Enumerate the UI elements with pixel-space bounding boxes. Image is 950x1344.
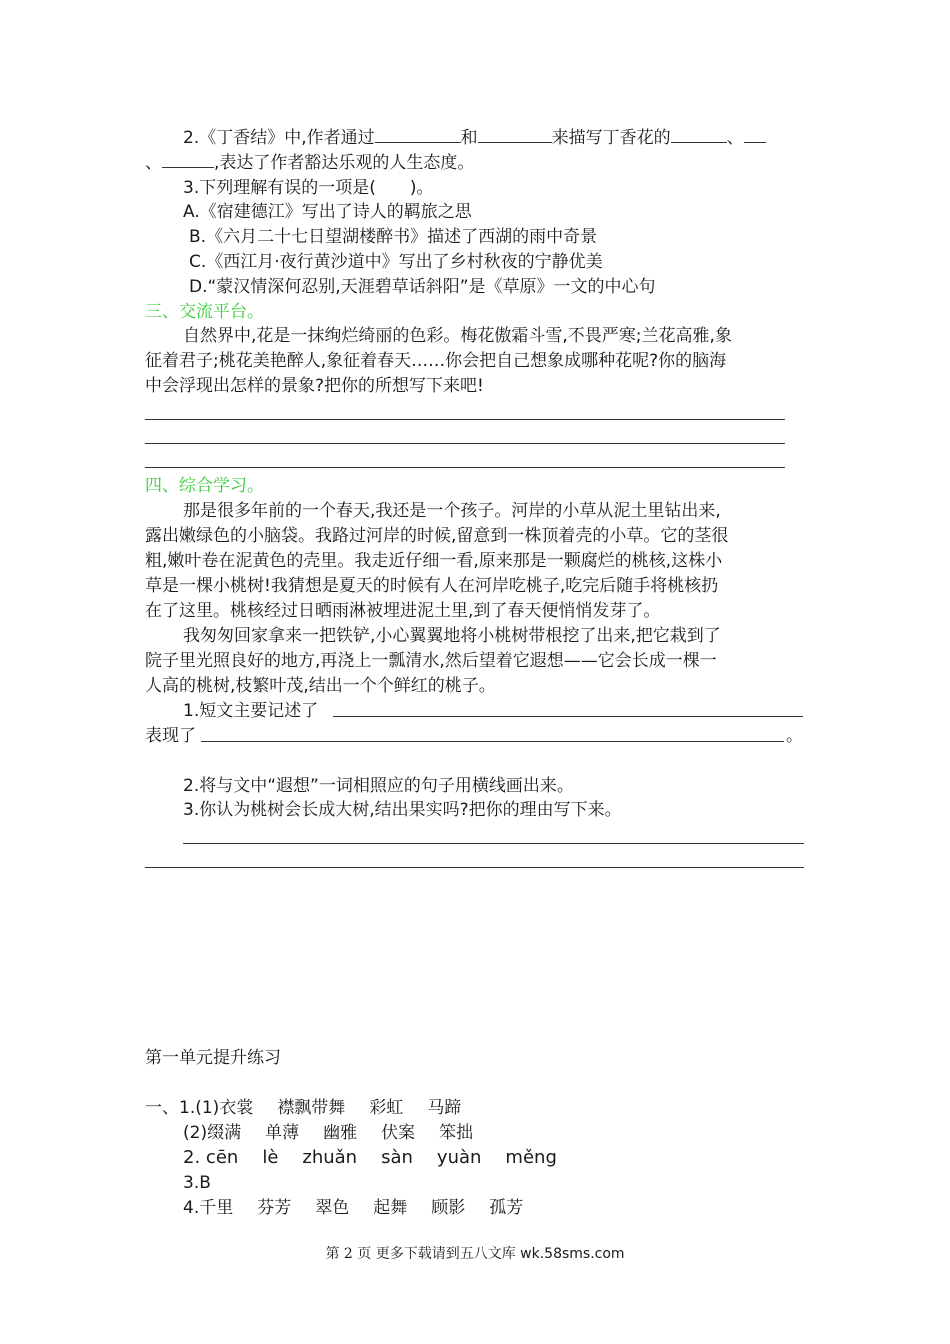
- answer-line: [145, 467, 785, 468]
- section-4-q2: 2.将与文中“遐想”一词相照应的句子用横线画出来。: [183, 776, 574, 796]
- section-4-q1-cont: 表现了: [145, 726, 196, 746]
- option-b: B.《六月二十七日望湖楼醉书》描述了西湖的雨中奇景: [189, 227, 598, 247]
- question-3-stem: 3.下列理解有误的一项是( )。: [183, 178, 434, 198]
- blank: [162, 151, 214, 168]
- answer-line: [145, 867, 804, 868]
- passage-line: 人高的桃树,枝繁叶茂,结出一个个鲜红的桃子。: [145, 676, 496, 696]
- answer-1: 一、1.(1)衣裳 襟飘带舞 彩虹 马蹄: [145, 1098, 462, 1118]
- footer-link[interactable]: wk.58sms.com: [520, 1246, 625, 1262]
- section-3-line-3: 中会浮现出怎样的景象?把你的所想写下来吧!: [145, 376, 484, 396]
- answer-2: (2)缀满 单薄 幽雅 伏案 笨拙: [183, 1123, 474, 1143]
- answer-line: [183, 843, 804, 844]
- passage-line: 草是一棵小桃树!我猜想是夏天的时候有人在河岸吃桃子,吃完后随手将桃核扔: [145, 576, 719, 596]
- passage-line: 在了这里。桃核经过日晒雨淋被埋进泥土里,到了春天便悄悄发芽了。: [145, 601, 661, 621]
- section-4-q1: 1.短文主要记述了: [183, 701, 319, 721]
- option-d: D.“蒙汉情深何忍别,天涯碧草话斜阳”是《草原》一文的中心句: [189, 277, 656, 297]
- period: 。: [786, 726, 803, 746]
- page-footer: 第 2 页 更多下载请到五八文库 wk.58sms.com: [325, 1246, 625, 1262]
- option-c: C.《西江月·夜行黄沙道中》写出了乡村秋夜的宁静优美: [189, 252, 603, 272]
- answer-3: 2. cēn lè zhuǎn sàn yuàn měng: [183, 1147, 557, 1168]
- section-3-title: 三、交流平台。: [145, 302, 264, 322]
- section-4-q3: 3.你认为桃树会长成大树,结出果实吗?把你的理由写下来。: [183, 800, 622, 820]
- answer-4: 3.B: [183, 1173, 211, 1193]
- blank: [744, 126, 766, 143]
- section-3-line-1: 自然界中,花是一抹绚烂绮丽的色彩。梅花傲霜斗雪,不畏严寒;兰花高雅,象: [183, 326, 732, 346]
- blank: [671, 126, 727, 143]
- answer-line: [333, 716, 803, 717]
- passage-line: 那是很多年前的一个春天,我还是一个孩子。河岸的小草从泥土里钻出来,: [183, 501, 721, 521]
- passage-line: 我匆匆回家拿来一把铁铲,小心翼翼地将小桃树带根挖了出来,把它栽到了: [183, 626, 721, 646]
- option-a: A.《宿建德江》写出了诗人的羁旅之思: [183, 202, 472, 222]
- blank: [478, 126, 552, 143]
- answer-line: [201, 741, 784, 742]
- answer-line: [145, 419, 785, 420]
- section-3-line-2: 征着君子;桃花美艳醉人,象征着春天……你会把自己想象成哪种花呢?你的脑海: [145, 351, 727, 371]
- answers-title: 第一单元提升练习: [145, 1048, 281, 1068]
- section-4-title: 四、综合学习。: [145, 476, 264, 496]
- answer-5: 4.千里 芬芳 翠色 起舞 顾影 孤芳: [183, 1198, 524, 1218]
- blank: [375, 126, 461, 143]
- question-2: 2.《丁香结》中,作者通过 和 来描写丁香花的 、: [183, 126, 766, 150]
- question-2-cont: 、 ,表达了作者豁达乐观的人生态度。: [145, 153, 475, 173]
- answer-line: [145, 443, 785, 444]
- passage-line: 院子里光照良好的地方,再浇上一瓢清水,然后望着它遐想——它会长成一棵一: [145, 651, 717, 671]
- passage-line: 粗,嫩叶卷在泥黄色的壳里。我走近仔细一看,原来那是一颗腐烂的桃核,这株小: [145, 551, 723, 571]
- passage-line: 露出嫩绿色的小脑袋。我路过河岸的时候,留意到一株顶着壳的小草。它的茎很: [145, 526, 729, 546]
